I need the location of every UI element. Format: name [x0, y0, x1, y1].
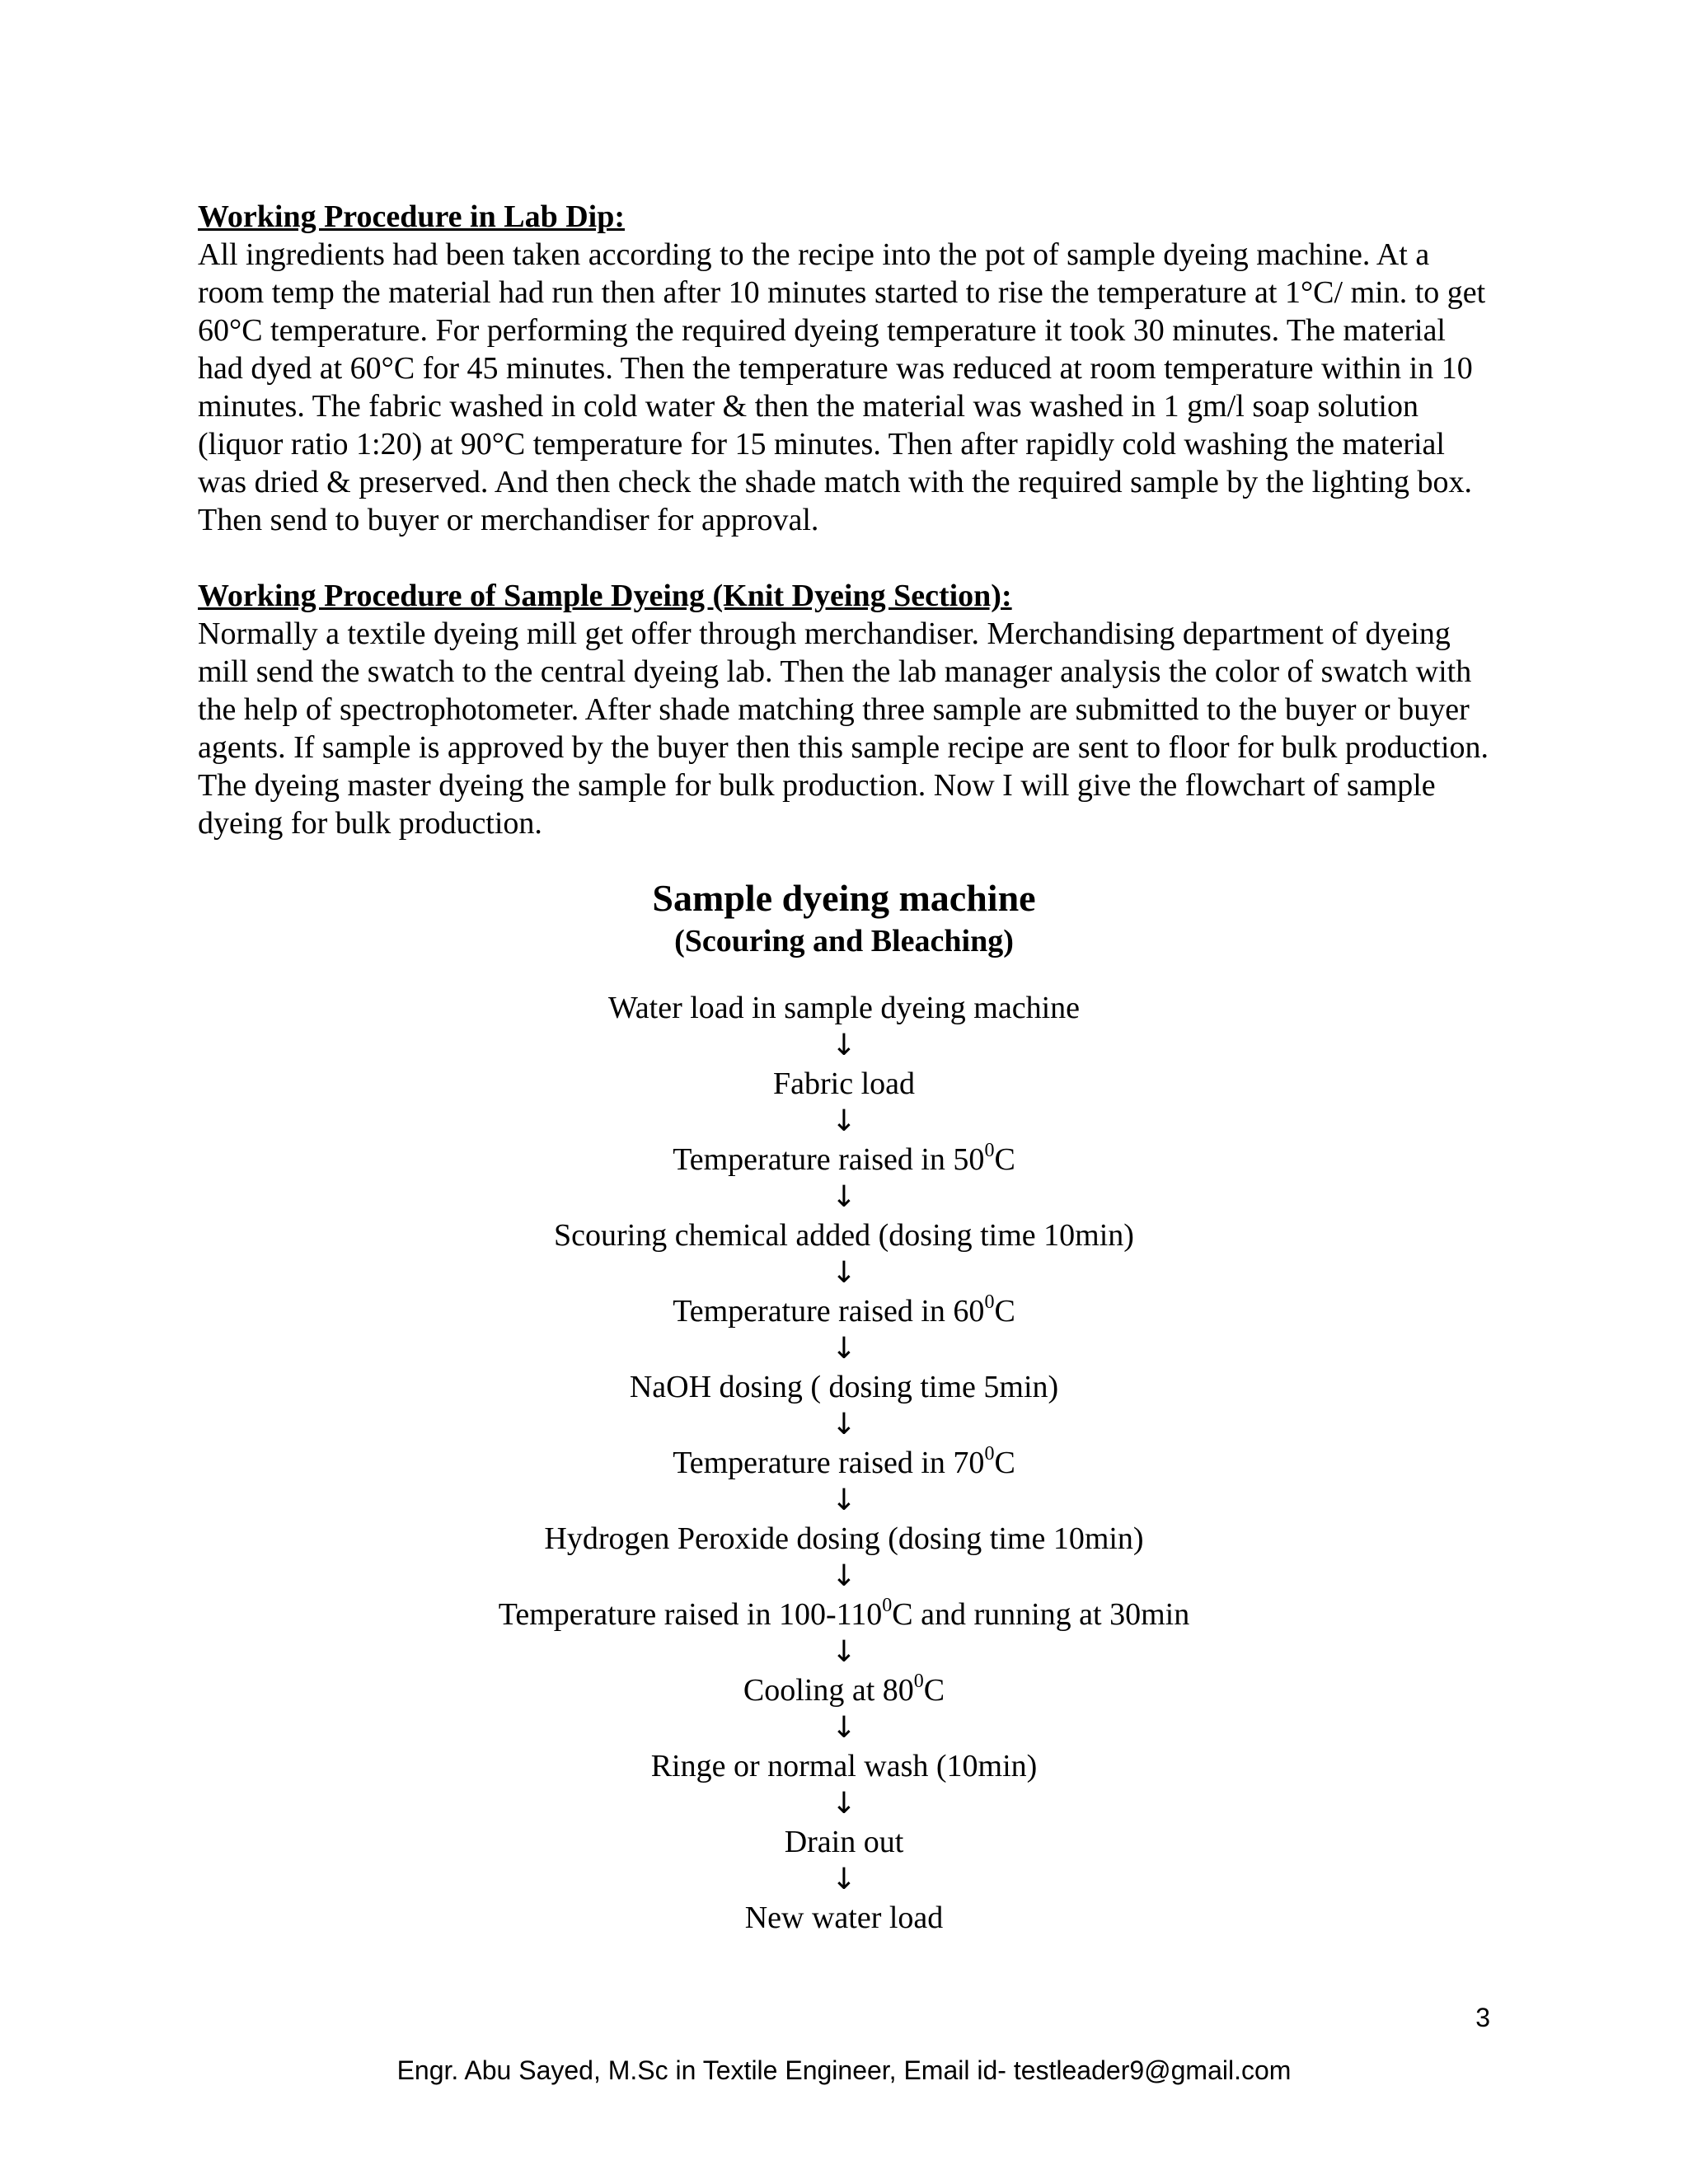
degree-superscript: 0: [882, 1595, 893, 1617]
flow-step-unit: C: [994, 1142, 1015, 1177]
flow-step-new-water-load: New water load: [744, 1900, 944, 1935]
flow-step-naoh-dosing: NaOH dosing ( dosing time 5min): [629, 1370, 1059, 1404]
lab-dip-heading: Working Procedure in Lab Dip:: [198, 199, 625, 234]
flow-step-temp-100-110: [0, 1596, 1688, 1633]
flow-step-cooling-80: [0, 1671, 1688, 1709]
page-footer: Engr. Abu Sayed, M.Sc in Textile Engineer, Email id- testleader9@gmail.com: [396, 2055, 1292, 2085]
flow-step-water-load: Water load in sample dyeing machine: [607, 991, 1081, 1025]
flow-step-unit: C: [994, 1446, 1015, 1480]
down-arrow-icon: ↓: [831, 1483, 857, 1517]
page-number: 3: [1475, 2003, 1490, 2032]
degree-superscript: 0: [984, 1291, 995, 1314]
sample-dyeing-paragraph: Normally a textile dyeing mill get offer through merchandiser. Merchandising department of dyeing mill send the swatch to the central dyeing lab. Then the lab manager analysis the color of swatch with the help of spectrophotometer. After shade matching three sample are submitted to the buyer or buyer agents. If sample is approved by the buyer then this sample recipe are sent to floor for bulk production. The dyeing master dyeing the sample for bulk production. Now I will give the flowchart of sample dyeing for bulk production.: [198, 616, 1489, 841]
lab-dip-paragraph: All ingredients had been taken according to the recipe into the pot of sample dyeing machine. At a room temp the material had run then after 10 minutes started to rise the temperature at 1°C/ min. to get 60°C temperature. For performing the required dyeing temperature it took 30 minutes. The material had dyed at 60°C for 45 minutes. Then the temperature was reduced at room temperature within in 10 minutes. The fabric washed in cold water & then the material was washed in 1 gm/l soap solution (liquor ratio 1:20) at 90°C temperature for 15 minutes. Then after rapidly cold washing the material was dried & preserved. And then check the shade match with the required sample by the lighting box. Then send to buyer or merchandiser for approval.: [198, 237, 1486, 537]
flowchart-steps: [0, 989, 1688, 1937]
flow-step-drain-out: Drain out: [784, 1825, 904, 1859]
flow-step-scouring-chemical: Scouring chemical added (dosing time 10min): [554, 1218, 1134, 1253]
flow-step-text: Temperature raised in 100-110: [498, 1597, 883, 1632]
down-arrow-icon: ↓: [831, 1635, 857, 1669]
down-arrow-icon: ↓: [831, 1180, 857, 1214]
down-arrow-icon: ↓: [831, 1711, 857, 1745]
down-arrow-icon: ↓: [831, 1408, 857, 1441]
flow-step-text: Temperature raised in 70: [673, 1446, 985, 1480]
flowchart: [0, 875, 1688, 1937]
flow-step-temp-60: [0, 1292, 1688, 1330]
sample-dyeing-section: [198, 577, 1492, 842]
flow-step-fabric-load: Fabric load: [772, 1066, 915, 1101]
degree-superscript: 0: [984, 1140, 995, 1162]
down-arrow-icon: ↓: [831, 1029, 857, 1062]
down-arrow-icon: ↓: [831, 1787, 857, 1821]
flow-step-wash: Ringe or normal wash (10min): [650, 1749, 1038, 1783]
down-arrow-icon: ↓: [831, 1256, 857, 1290]
flow-step-unit: C: [923, 1673, 945, 1708]
flow-step-temp-70: [0, 1444, 1688, 1482]
flow-step-unit: C and running at 30min: [892, 1597, 1190, 1632]
down-arrow-icon: ↓: [831, 1559, 857, 1593]
flow-step-text: Temperature raised in 50: [673, 1142, 985, 1177]
down-arrow-icon: ↓: [831, 1863, 857, 1896]
flow-step-unit: C: [994, 1294, 1015, 1329]
flow-step-text: Temperature raised in 60: [673, 1294, 985, 1329]
lab-dip-section: [198, 198, 1492, 539]
sample-dyeing-heading: Working Procedure of Sample Dyeing (Knit Dyeing Section):: [198, 579, 1012, 613]
flow-step-peroxide-dosing: Hydrogen Peroxide dosing (dosing time 10min): [544, 1521, 1144, 1556]
flow-step-text: Cooling at 80: [743, 1673, 914, 1708]
degree-superscript: 0: [913, 1671, 924, 1693]
flowchart-subtitle: (Scouring and Bleaching): [674, 924, 1014, 958]
degree-superscript: 0: [984, 1443, 995, 1465]
flow-step-temp-50: [0, 1141, 1688, 1179]
down-arrow-icon: ↓: [831, 1332, 857, 1366]
down-arrow-icon: ↓: [831, 1104, 857, 1138]
flowchart-title: Sample dyeing machine: [652, 877, 1036, 919]
